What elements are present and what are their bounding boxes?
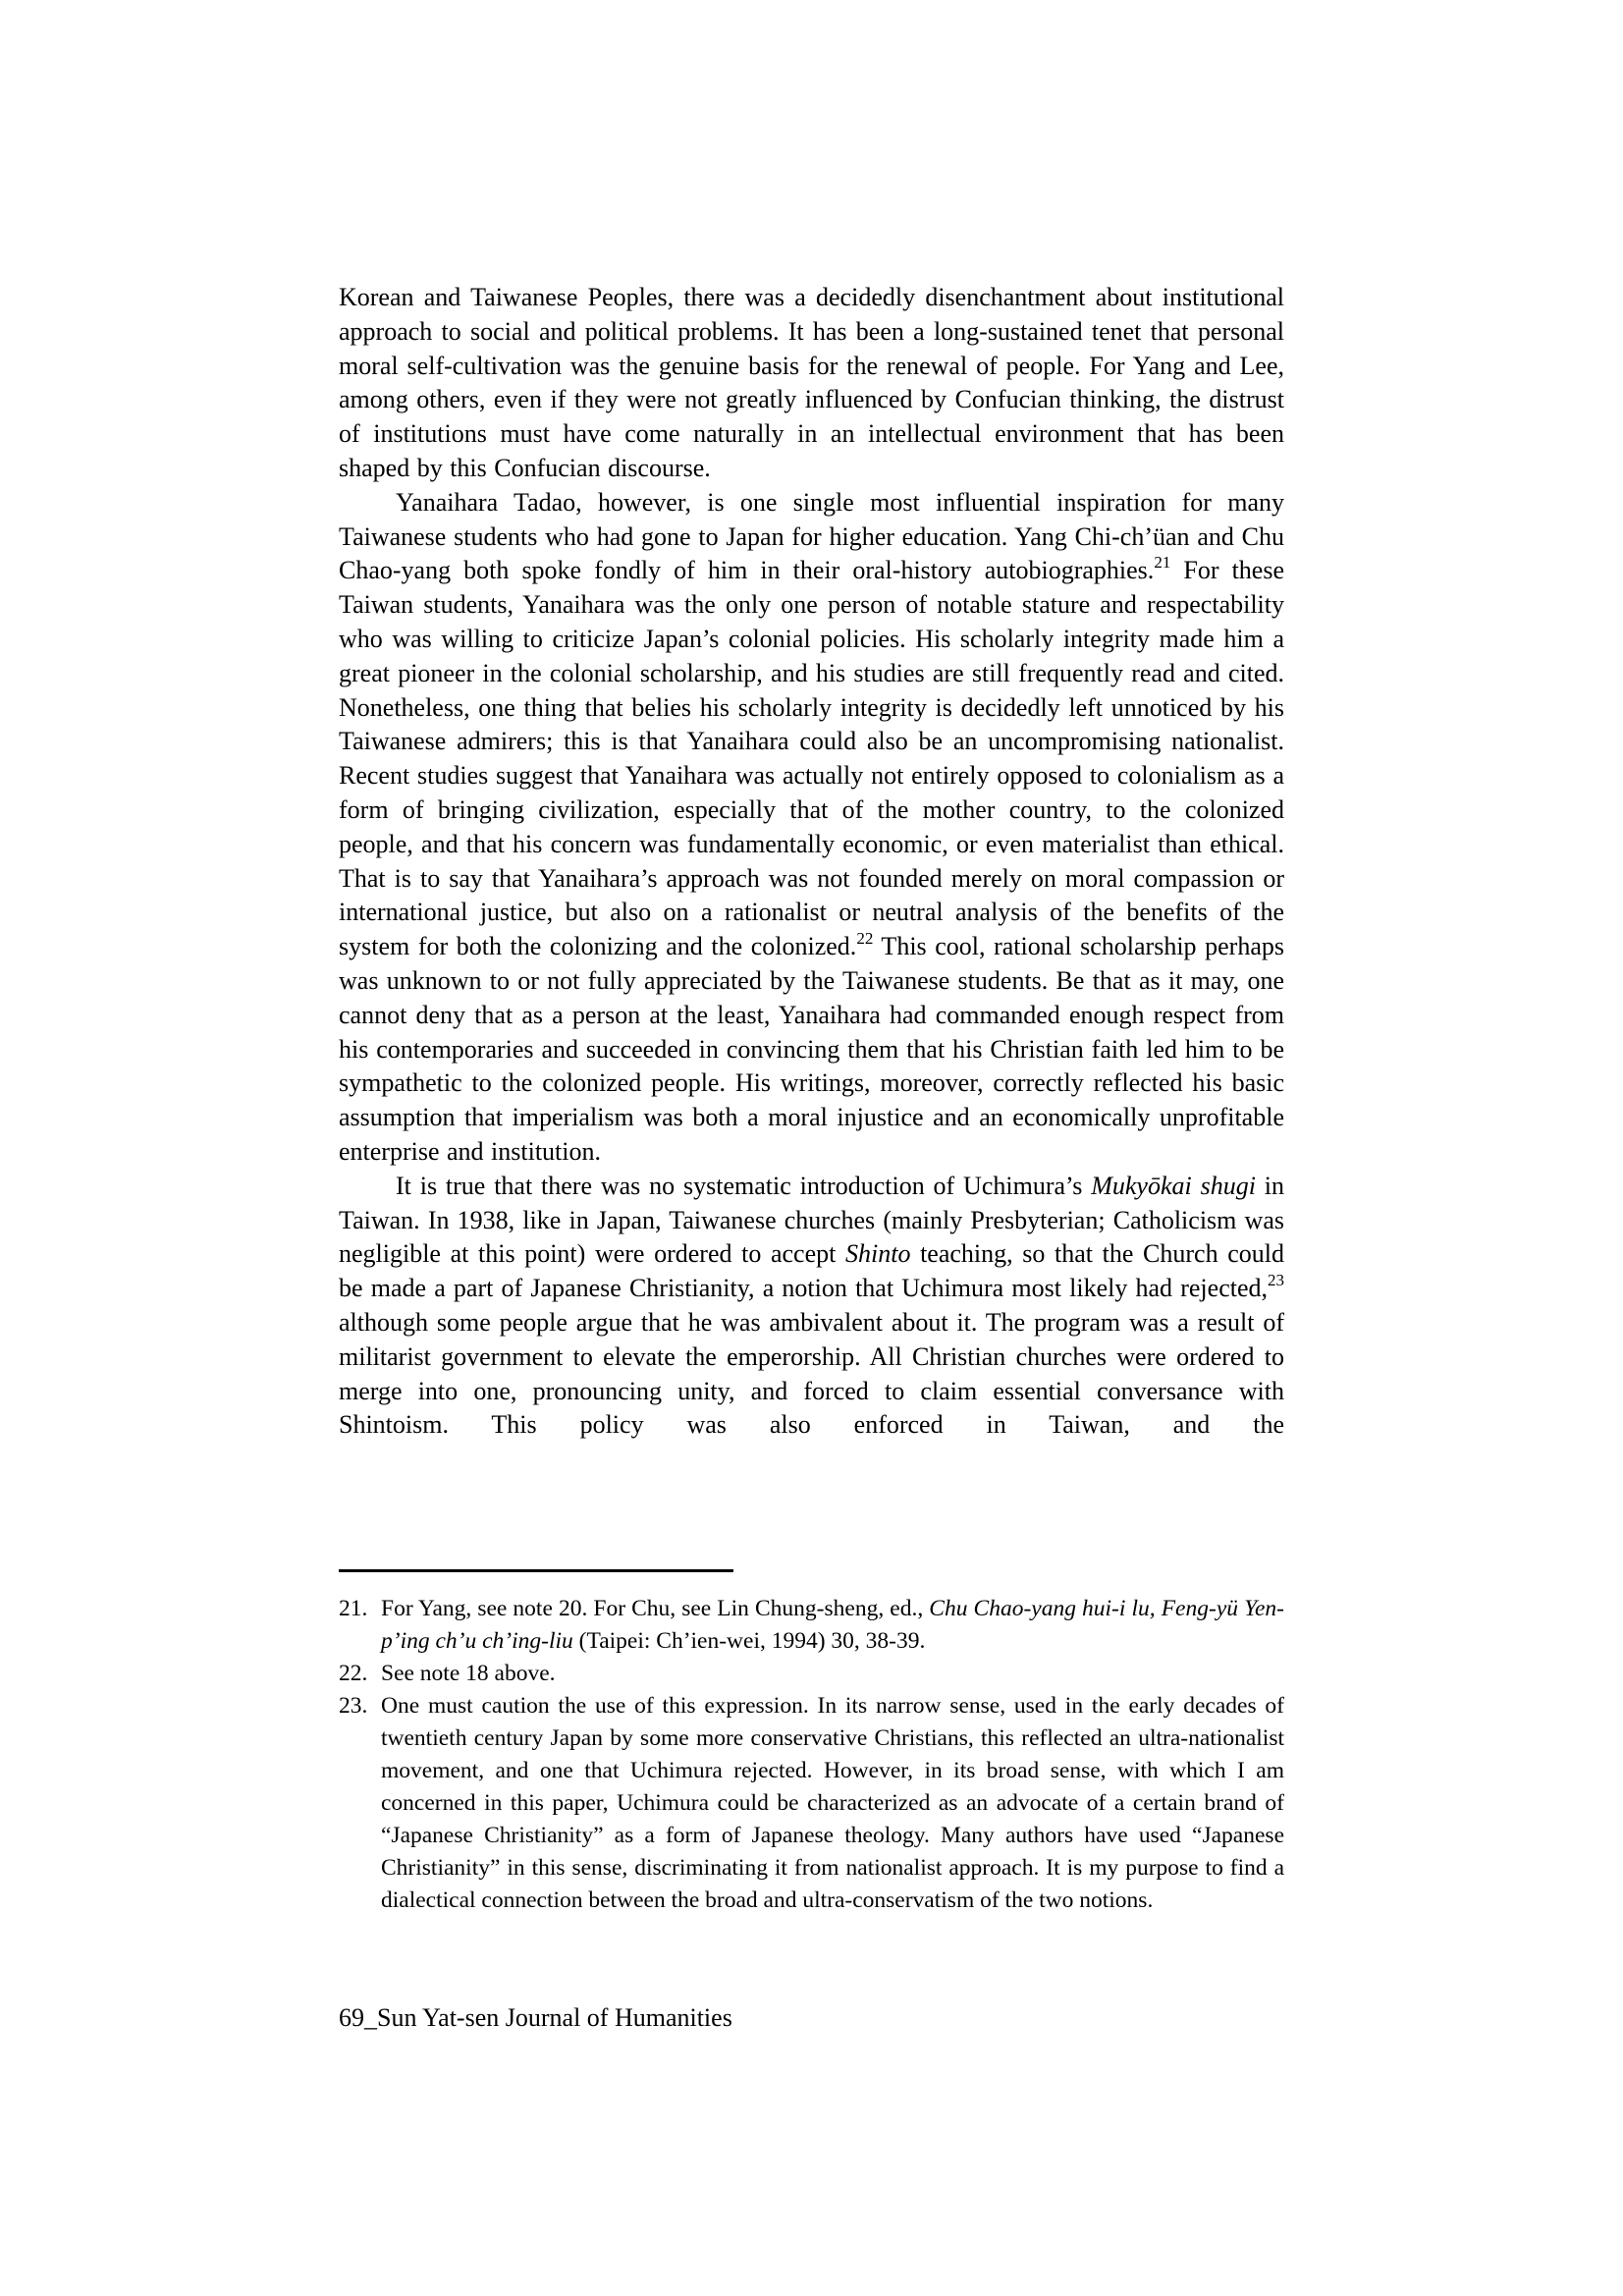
- footnotes-section: [339, 1593, 1284, 1917]
- body-text: [339, 281, 1284, 1443]
- footnote-text: [381, 1690, 1284, 1917]
- footnote-text: [381, 1593, 1284, 1658]
- italic-text-run: Shinto: [845, 1239, 911, 1269]
- text-run: (Taipei: Ch’ien-wei, 1994) 30, 38-39.: [572, 1628, 926, 1654]
- page-footer: [339, 2001, 1284, 2035]
- text-run: It is true that there was no systematic introduction of Uchimura’s: [396, 1171, 1092, 1200]
- footnote-23: [339, 1690, 1284, 1917]
- footnote-reference: 23: [1268, 1271, 1284, 1290]
- footnote-reference: 21: [1154, 553, 1171, 573]
- footnote-text: [381, 1658, 1284, 1690]
- text-run: One must caution the use of this expression. In its narrow sense, used in the early decades of twentieth century Japan by some more conservative Christians, this reflected an ultra-nationalist movement, and one that Uchimura rejected. However, in its broad sense, with which I am concerned in this paper, Uchimura could be characterized as an advocate of a certain brand of “Japanese Christianity” as a form of Japanese theology. Many authors have used “Japanese Christianity” in this sense, discriminating it from nationalist approach. It is my purpose to find a dialectical connection between the broad and ultra-conservatism of the two notions.: [381, 1693, 1284, 1913]
- text-run: in Taiwan. In 1938, like in Japan, Taiwanese churches (mainly Presbyterian; Catholicism was negligible at this point) were ordered to accept: [339, 1171, 1284, 1269]
- text-run: For Yang, see note 20. For Chu, see Lin Chung-sheng, ed.,: [381, 1596, 930, 1621]
- text-run: teaching, so that the Church could be made a part of Japanese Christianity, a notion that Uchimura most likely had rejected,: [339, 1239, 1284, 1303]
- italic-text-run: Chu Chao-yang hui-i lu, Feng-yü Yen-p’ing ch’u ch’ing-liu: [381, 1596, 1284, 1654]
- footnote-number: 23.: [339, 1693, 368, 1719]
- text-run: For these Taiwan students, Yanaihara was the only one person of notable stature and respectability who was willing to criticize Japan’s colonial policies. His scholarly integrity made him a great pioneer in the colonial scholarship, and his studies are still frequently read and cited. Nonetheless, one thing that belies his scholarly integrity is decidedly left unnoticed by his Taiwanese admirers; this is that Yanaihara could also be an uncompromising nationalist. Recent studies suggest that Yanaihara was actually not entirely opposed to colonialism as a form of bringing civilization, especially that of the mother country, to the colonized people, and that his concern was fundamentally economic, or even materialist than ethical. That is to say that Yanaihara’s approach was not founded merely on moral compassion or international justice, but also on a rationalist or neutral analysis of the benefits of the system for both the colonizing and the colonized.: [339, 556, 1284, 961]
- text-run: This cool, rational scholarship perhaps was unknown to or not fully appreciated by the Taiwanese students. Be that as it may, one cannot deny that as a person at the least, Yanaihara had commanded enough respect from his contemporaries and succeeded in convincing them that his Christian faith led him to be sympathetic to the colonized people. His writings, moreover, correctly reflected his basic assumption that imperialism was both a moral injustice and an economically unprofitable enterprise and institution.: [339, 932, 1284, 1166]
- footer-text: 69_Sun Yat-sen Journal of Humanities: [339, 2003, 732, 2032]
- footnote-21: [339, 1593, 1284, 1658]
- paragraph-yanaihara: [339, 486, 1284, 1170]
- footnote-separator: [339, 1569, 733, 1572]
- footnote-22: [339, 1658, 1284, 1690]
- text-run: See note 18 above.: [381, 1661, 556, 1686]
- text-run: Korean and Taiwanese Peoples, there was a decidedly disenchantment about institutional approach to social and political problems. It has been a long-sustained tenet that personal moral self-cultivation was the genuine basis for the renewal of people. For Yang and Lee, among others, even if they were not greatly influenced by Confucian thinking, the distrust of institutions must have come naturally in an intellectual environment that has been shaped by this Confucian discourse.: [339, 283, 1284, 482]
- italic-text-run: Mukyōkai shugi: [1091, 1171, 1256, 1200]
- paragraph-uchimura: [339, 1170, 1284, 1443]
- paragraph-continuation: [339, 281, 1284, 486]
- text-run: although some people argue that he was ambivalent about it. The program was a result of militarist government to elevate the emperorship. All Christian churches were ordered to merge into one, pronouncing unity, and forced to claim essential conversance with Shintoism. This policy was also enforced in Taiwan, and the: [339, 1307, 1284, 1440]
- footnote-number: 22.: [339, 1661, 368, 1686]
- text-run: Yanaihara Tadao, however, is one single most influential inspiration for many Taiwanese students who had gone to Japan for higher education. Yang Chi-ch’üan and Chu Chao-yang both spoke fondly of him in their oral-history autobiographies.: [339, 487, 1284, 585]
- footnote-reference: 22: [856, 929, 874, 949]
- footnote-number: 21.: [339, 1596, 368, 1621]
